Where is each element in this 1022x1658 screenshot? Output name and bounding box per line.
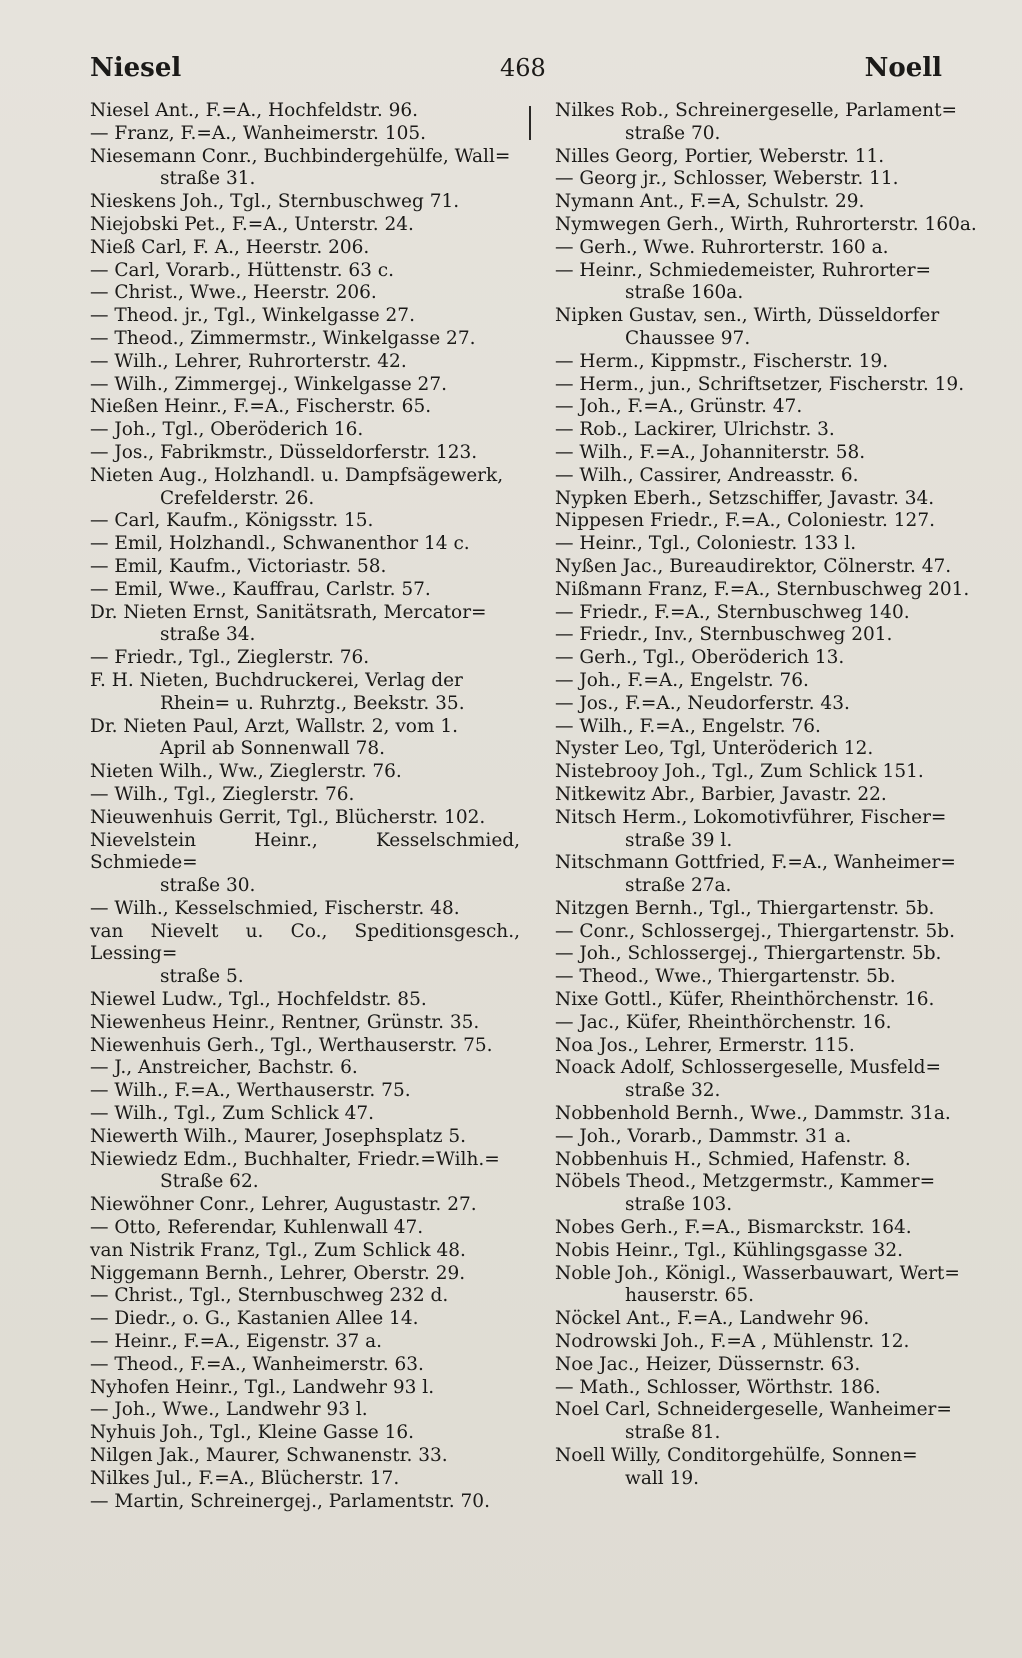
entry-line: — Rob., Lackirer, Ulrichstr. 3. xyxy=(555,419,835,441)
entry-line: — Wilh., F.=A., Johanniterstr. 58. xyxy=(555,441,866,463)
directory-entry xyxy=(555,1012,985,1035)
entry-line: Niewenhuis Gerh., Tgl., Werthauserstr. 75. xyxy=(90,1034,493,1056)
entry-line: Nieskens Joh., Tgl., Sternbuschweg 71. xyxy=(90,191,460,213)
entry-line: Nilkes Jul., F.=A., Blücherstr. 17. xyxy=(90,1467,400,1489)
header-right-keyword: Noell xyxy=(864,53,942,83)
directory-entry xyxy=(90,1468,520,1491)
entry-line: Niesel Ant., F.=A., Hochfeldstr. 96. xyxy=(90,100,419,121)
entry-continuation-line: Rhein= u. Ruhrztg., Beekstr. 35. xyxy=(160,692,465,714)
entry-line: Noack Adolf, Schlossergeselle, Musfeld= xyxy=(555,1057,941,1079)
directory-entry xyxy=(555,556,985,579)
directory-entry xyxy=(555,716,985,739)
entry-line: van Nistrik Franz, Tgl., Zum Schlick 48. xyxy=(90,1239,466,1261)
directory-entry xyxy=(90,1399,520,1422)
directory-entry xyxy=(555,214,985,237)
directory-entry xyxy=(555,693,985,716)
directory-entry xyxy=(90,1308,520,1331)
entry-line: Nilgen Jak., Maurer, Schwanenstr. 33. xyxy=(90,1445,448,1467)
entry-line: — Joh., Schlossergej., Thiergartenstr. 5b. xyxy=(555,943,942,965)
entry-continuation-line: straße 5. xyxy=(160,966,244,988)
directory-entry xyxy=(90,807,520,830)
page-header xyxy=(90,48,942,88)
entry-line: — Theod., F.=A., Wanheimerstr. 63. xyxy=(90,1353,424,1375)
directory-entry xyxy=(90,1354,520,1377)
entry-line: Nieten Wilh., Ww., Zieglerstr. 76. xyxy=(90,761,402,783)
directory-entry xyxy=(90,510,520,533)
directory-entry xyxy=(90,1103,520,1126)
directory-entry xyxy=(90,214,520,237)
directory-entry xyxy=(555,305,985,351)
directory-entry xyxy=(90,1445,520,1468)
entry-line: — Wilh., Kesselschmied, Fischerstr. 48. xyxy=(90,897,460,919)
directory-entry xyxy=(555,852,985,898)
entry-line: Nöckel Ant., F.=A., Landwehr 96. xyxy=(555,1308,870,1330)
directory-entry xyxy=(555,1377,985,1400)
directory-entry xyxy=(555,396,985,419)
directory-entry xyxy=(90,556,520,579)
directory-entry xyxy=(555,670,985,693)
entry-line: — Emil, Wwe., Kauffrau, Carlstr. 57. xyxy=(90,578,431,600)
entry-line: — Heinr., F.=A., Eigenstr. 37 a. xyxy=(90,1331,383,1353)
entry-line: Nymann Ant., F.=A, Schulstr. 29. xyxy=(555,191,865,213)
directory-entry xyxy=(555,260,985,306)
entry-line: Niewerth Wilh., Maurer, Josephsplatz 5. xyxy=(90,1125,466,1147)
directory-entry xyxy=(555,1126,985,1149)
directory-entry xyxy=(90,419,520,442)
directory-entry xyxy=(90,533,520,556)
entry-line: Dr. Nieten Ernst, Sanitätsrath, Mercator= xyxy=(90,601,487,623)
directory-entry xyxy=(555,1308,985,1331)
directory-entry xyxy=(90,1240,520,1263)
entry-line: Nitkewitz Abr., Barbier, Javastr. 22. xyxy=(555,783,887,805)
directory-entry xyxy=(90,305,520,328)
directory-entry xyxy=(555,1171,985,1217)
entry-line: — Carl, Vorarb., Hüttenstr. 63 c. xyxy=(90,259,395,281)
directory-entry xyxy=(555,146,985,169)
entry-line: — Diedr., o. G., Kastanien Allee 14. xyxy=(90,1308,419,1330)
entry-continuation-line: straße 103. xyxy=(625,1194,733,1216)
entry-line: — Martin, Schreinergej., Parlamentstr. 70. xyxy=(90,1490,490,1512)
entry-line: Niejobski Pet., F.=A., Unterstr. 24. xyxy=(90,213,414,235)
entry-line: Noel Carl, Schneidergeselle, Wanheimer= xyxy=(555,1399,952,1421)
directory-entry xyxy=(555,1240,985,1263)
entry-line: Nieuwenhuis Gerrit, Tgl., Blücherstr. 102. xyxy=(90,806,486,828)
directory-entry xyxy=(90,1149,520,1195)
directory-entry xyxy=(555,989,985,1012)
entry-line: Noble Joh., Königl., Wasserbauwart, Wert= xyxy=(555,1262,960,1284)
entry-line: Nobbenhold Bernh., Wwe., Dammstr. 31a. xyxy=(555,1103,951,1125)
directory-entry xyxy=(555,465,985,488)
entry-line: Nyhofen Heinr., Tgl., Landwehr 93 l. xyxy=(90,1376,435,1398)
entry-line: Nixe Gottl., Küfer, Rheinthörchenstr. 16. xyxy=(555,989,935,1011)
directory-entry xyxy=(90,1263,520,1286)
entry-line: Nipken Gustav, sen., Wirth, Düsseldorfer xyxy=(555,305,940,327)
directory-entry xyxy=(90,1012,520,1035)
entry-line: — Heinr., Schmiedemeister, Ruhrorter= xyxy=(555,259,932,281)
entry-line: Nyhuis Joh., Tgl., Kleine Gasse 16. xyxy=(90,1422,415,1444)
entry-line: — Wilh., F.=A., Engelstr. 76. xyxy=(555,715,821,737)
directory-entry xyxy=(90,1035,520,1058)
entry-line: — Gerh., Wwe. Ruhrorterstr. 160 a. xyxy=(555,236,889,258)
entry-line: — Friedr., Inv., Sternbuschweg 201. xyxy=(555,624,893,646)
entry-line: — J., Anstreicher, Bachstr. 6. xyxy=(90,1057,358,1079)
entry-line: Nievelstein Heinr., Kesselschmied, Schmiede= xyxy=(90,829,520,874)
entry-continuation-line: straße 70. xyxy=(625,122,721,144)
entry-continuation-line: straße 31. xyxy=(160,168,256,190)
directory-entry xyxy=(555,921,985,944)
directory-entry xyxy=(90,830,520,898)
entry-continuation-line: hauserstr. 65. xyxy=(625,1285,755,1307)
directory-entry xyxy=(90,1057,520,1080)
entry-continuation-line: straße 30. xyxy=(160,875,256,897)
entry-line: — Joh., Wwe., Landwehr 93 l. xyxy=(90,1399,368,1421)
entry-line: Nyßen Jac., Bureaudirektor, Cölnerstr. 47. xyxy=(555,555,952,577)
directory-entry xyxy=(555,1217,985,1240)
directory-entry xyxy=(555,624,985,647)
directory-entry xyxy=(555,100,985,146)
entry-line: — Otto, Referendar, Kuhlenwall 47. xyxy=(90,1217,424,1239)
entry-line: Nieten Aug., Holzhandl. u. Dampfsägewerk, xyxy=(90,464,504,486)
directory-entry xyxy=(555,168,985,191)
directory-entry xyxy=(555,647,985,670)
entry-line: — Wilh., Tgl., Zum Schlick 47. xyxy=(90,1103,375,1125)
directory-entry xyxy=(90,396,520,419)
entry-line: Nymwegen Gerh., Wirth, Ruhrorterstr. 160a. xyxy=(555,213,977,235)
page-number: 468 xyxy=(500,54,546,82)
directory-entry xyxy=(555,533,985,556)
entry-line: — Wilh., F.=A., Werthauserstr. 75. xyxy=(90,1080,411,1102)
directory-entry xyxy=(555,374,985,397)
directory-entry xyxy=(555,419,985,442)
directory-entry xyxy=(90,761,520,784)
entry-line: Nöbels Theod., Metzgermstr., Kammer= xyxy=(555,1171,936,1193)
entry-line: van Nievelt u. Co., Speditionsgesch., Lessing= xyxy=(90,920,520,965)
directory-entry xyxy=(555,807,985,853)
directory-entry xyxy=(555,510,985,533)
directory-entry xyxy=(555,1057,985,1103)
entry-line: Noell Willy, Conditorgehülfe, Sonnen= xyxy=(555,1445,918,1467)
entry-line: Niewel Ludw., Tgl., Hochfeldstr. 85. xyxy=(90,989,427,1011)
entry-line: — Wilh., Lehrer, Ruhrorterstr. 42. xyxy=(90,350,407,372)
directory-entry xyxy=(555,1399,985,1445)
column-divider xyxy=(529,106,531,140)
entry-line: Nippesen Friedr., F.=A., Coloniestr. 127. xyxy=(555,510,935,532)
directory-entry xyxy=(90,1126,520,1149)
entry-line: Nitschmann Gottfried, F.=A., Wanheimer= xyxy=(555,852,956,874)
entry-line: Niewenheus Heinr., Rentner, Grünstr. 35. xyxy=(90,1011,480,1033)
entry-continuation-line: straße 34. xyxy=(160,624,256,646)
directory-entry xyxy=(90,351,520,374)
directory-entry xyxy=(90,260,520,283)
entry-line: Nitzgen Bernh., Tgl., Thiergartenstr. 5b. xyxy=(555,897,935,919)
directory-entry xyxy=(555,1103,985,1126)
directory-entry xyxy=(90,442,520,465)
directory-entry xyxy=(555,579,985,602)
entry-continuation-line: straße 32. xyxy=(625,1080,721,1102)
directory-entry xyxy=(90,282,520,305)
entry-line: Nobis Heinr., Tgl., Kühlingsgasse 32. xyxy=(555,1239,904,1261)
entry-continuation-line: Chaussee 97. xyxy=(625,327,751,349)
entry-line: Nilles Georg, Portier, Weberstr. 11. xyxy=(555,145,885,167)
directory-entry xyxy=(90,1331,520,1354)
directory-entry xyxy=(555,1331,985,1354)
directory-entry xyxy=(555,442,985,465)
entry-line: — Christ., Tgl., Sternbuschweg 232 d. xyxy=(90,1285,449,1307)
directory-entry xyxy=(555,488,985,511)
entry-line: — Jac., Küfer, Rheinthörchenstr. 16. xyxy=(555,1011,892,1033)
directory-entry xyxy=(90,1491,520,1514)
header-left-keyword: Niesel xyxy=(90,53,182,83)
entry-line: — Carl, Kaufm., Königsstr. 15. xyxy=(90,510,374,532)
directory-entry xyxy=(90,146,520,192)
entry-line: Nyster Leo, Tgl, Unteröderich 12. xyxy=(555,738,874,760)
entry-line: Noe Jac., Heizer, Düssernstr. 63. xyxy=(555,1353,861,1375)
directory-entry xyxy=(90,1377,520,1400)
entry-line: — Gerh., Tgl., Oberöderich 13. xyxy=(555,647,845,669)
entry-line: — Friedr., F.=A., Sternbuschweg 140. xyxy=(555,601,910,623)
directory-entry xyxy=(555,738,985,761)
directory-entry xyxy=(555,1263,985,1309)
directory-entry xyxy=(555,237,985,260)
entry-line: Nießen Heinr., F.=A., Fischerstr. 65. xyxy=(90,396,432,418)
entry-line: Nißmann Franz, F.=A., Sternbuschweg 201. xyxy=(555,578,970,600)
entry-continuation-line: straße 27a. xyxy=(625,875,732,897)
directory-entry xyxy=(90,1080,520,1103)
entry-line: — Emil, Holzhandl., Schwanenthor 14 c. xyxy=(90,533,470,555)
directory-entry xyxy=(90,784,520,807)
directory-entry xyxy=(555,966,985,989)
directory-entry xyxy=(90,989,520,1012)
directory-entry xyxy=(90,716,520,762)
directory-entry xyxy=(90,1285,520,1308)
entry-line: Nitsch Herm., Lokomotivführer, Fischer= xyxy=(555,806,947,828)
entry-line: Niewiedz Edm., Buchhalter, Friedr.=Wilh.= xyxy=(90,1148,500,1170)
directory-entry xyxy=(90,328,520,351)
directory-entry xyxy=(90,921,520,989)
left-column xyxy=(90,100,520,1513)
entry-line: Noa Jos., Lehrer, Ermerstr. 115. xyxy=(555,1034,855,1056)
entry-line: — Herm., Kippmstr., Fischerstr. 19. xyxy=(555,350,889,372)
directory-entry xyxy=(90,100,520,123)
entry-line: — Franz, F.=A., Wanheimerstr. 105. xyxy=(90,122,427,144)
entry-line: Nobes Gerh., F.=A., Bismarckstr. 164. xyxy=(555,1217,912,1239)
directory-entry xyxy=(90,898,520,921)
entry-line: Nypken Eberh., Setzschiffer, Javastr. 34. xyxy=(555,487,935,509)
entry-continuation-line: Straße 62. xyxy=(160,1171,259,1193)
entry-line: — Joh., Tgl., Oberöderich 16. xyxy=(90,419,364,441)
directory-entry xyxy=(90,670,520,716)
directory-entry xyxy=(555,1149,985,1172)
directory-entry xyxy=(555,761,985,784)
directory-entry xyxy=(90,123,520,146)
directory-entry xyxy=(555,1445,985,1491)
entry-line: — Friedr., Tgl., Zieglerstr. 76. xyxy=(90,647,370,669)
directory-entry xyxy=(555,898,985,921)
entry-line: Nieß Carl, F. A., Heerstr. 206. xyxy=(90,236,370,258)
entry-line: — Conr., Schlossergej., Thiergartenstr. 5b. xyxy=(555,920,955,942)
entry-line: Niggemann Bernh., Lehrer, Oberstr. 29. xyxy=(90,1262,466,1284)
entry-line: Nobbenhuis H., Schmied, Hafenstr. 8. xyxy=(555,1148,911,1170)
entry-line: — Jos., Fabrikmstr., Düsseldorferstr. 123. xyxy=(90,441,478,463)
directory-entry xyxy=(90,465,520,511)
entry-continuation-line: straße 39 l. xyxy=(625,829,733,851)
entry-line: — Christ., Wwe., Heerstr. 206. xyxy=(90,282,377,304)
directory-entry xyxy=(90,1217,520,1240)
entry-line: — Math., Schlosser, Wörthstr. 186. xyxy=(555,1376,881,1398)
entry-continuation-line: Crefelderstr. 26. xyxy=(160,487,315,509)
entry-line: — Wilh., Tgl., Zieglerstr. 76. xyxy=(90,783,355,805)
entry-continuation-line: wall 19. xyxy=(625,1467,699,1489)
directory-entry xyxy=(555,351,985,374)
entry-line: — Emil, Kaufm., Victoriastr. 58. xyxy=(90,555,387,577)
entry-line: Dr. Nieten Paul, Arzt, Wallstr. 2, vom 1. xyxy=(90,715,458,737)
directory-entry xyxy=(555,1035,985,1058)
directory-entry xyxy=(90,237,520,260)
directory-entry xyxy=(555,1354,985,1377)
directory-entry xyxy=(90,374,520,397)
directory-entry xyxy=(555,191,985,214)
directory-entry xyxy=(90,579,520,602)
entry-line: — Herm., jun., Schriftsetzer, Fischerstr. 19. xyxy=(555,373,965,395)
entry-line: — Theod., Wwe., Thiergartenstr. 5b. xyxy=(555,966,896,988)
entry-line: — Wilh., Cassirer, Andreasstr. 6. xyxy=(555,464,859,486)
entry-line: — Theod. jr., Tgl., Winkelgasse 27. xyxy=(90,305,415,327)
entry-line: Nistebrooy Joh., Tgl., Zum Schlick 151. xyxy=(555,761,924,783)
entry-continuation-line: straße 160a. xyxy=(625,282,744,304)
entry-line: — Joh., F.=A., Grünstr. 47. xyxy=(555,396,803,418)
entry-line: Niewöhner Conr., Lehrer, Augustastr. 27. xyxy=(90,1194,477,1216)
directory-entry xyxy=(90,647,520,670)
entry-continuation-line: straße 81. xyxy=(625,1422,721,1444)
entry-line: — Heinr., Tgl., Coloniestr. 133 l. xyxy=(555,533,857,555)
entry-line: — Joh., Vorarb., Dammstr. 31 a. xyxy=(555,1125,852,1147)
directory-entry xyxy=(90,602,520,648)
entry-line: — Joh., F.=A., Engelstr. 76. xyxy=(555,669,809,691)
directory-entry xyxy=(90,191,520,214)
directory-entry xyxy=(555,602,985,625)
entry-line: — Wilh., Zimmergej., Winkelgasse 27. xyxy=(90,373,447,395)
directory-entry xyxy=(90,1194,520,1217)
entry-line: — Theod., Zimmermstr., Winkelgasse 27. xyxy=(90,327,476,349)
entry-continuation-line: April ab Sonnenwall 78. xyxy=(160,738,386,760)
entry-line: Niesemann Conr., Buchbindergehülfe, Wall= xyxy=(90,145,511,167)
entry-line: — Georg jr., Schlosser, Weberstr. 11. xyxy=(555,168,899,190)
directory-entry xyxy=(555,784,985,807)
directory-entry xyxy=(90,1422,520,1445)
directory-entry xyxy=(555,943,985,966)
right-column xyxy=(555,100,985,1491)
entry-line: Nilkes Rob., Schreinergeselle, Parlament= xyxy=(555,100,958,121)
entry-line: — Jos., F.=A., Neudorferstr. 43. xyxy=(555,692,850,714)
entry-line: Nodrowski Joh., F.=A , Mühlenstr. 12. xyxy=(555,1331,910,1353)
entry-line: F. H. Nieten, Buchdruckerei, Verlag der xyxy=(90,669,463,691)
